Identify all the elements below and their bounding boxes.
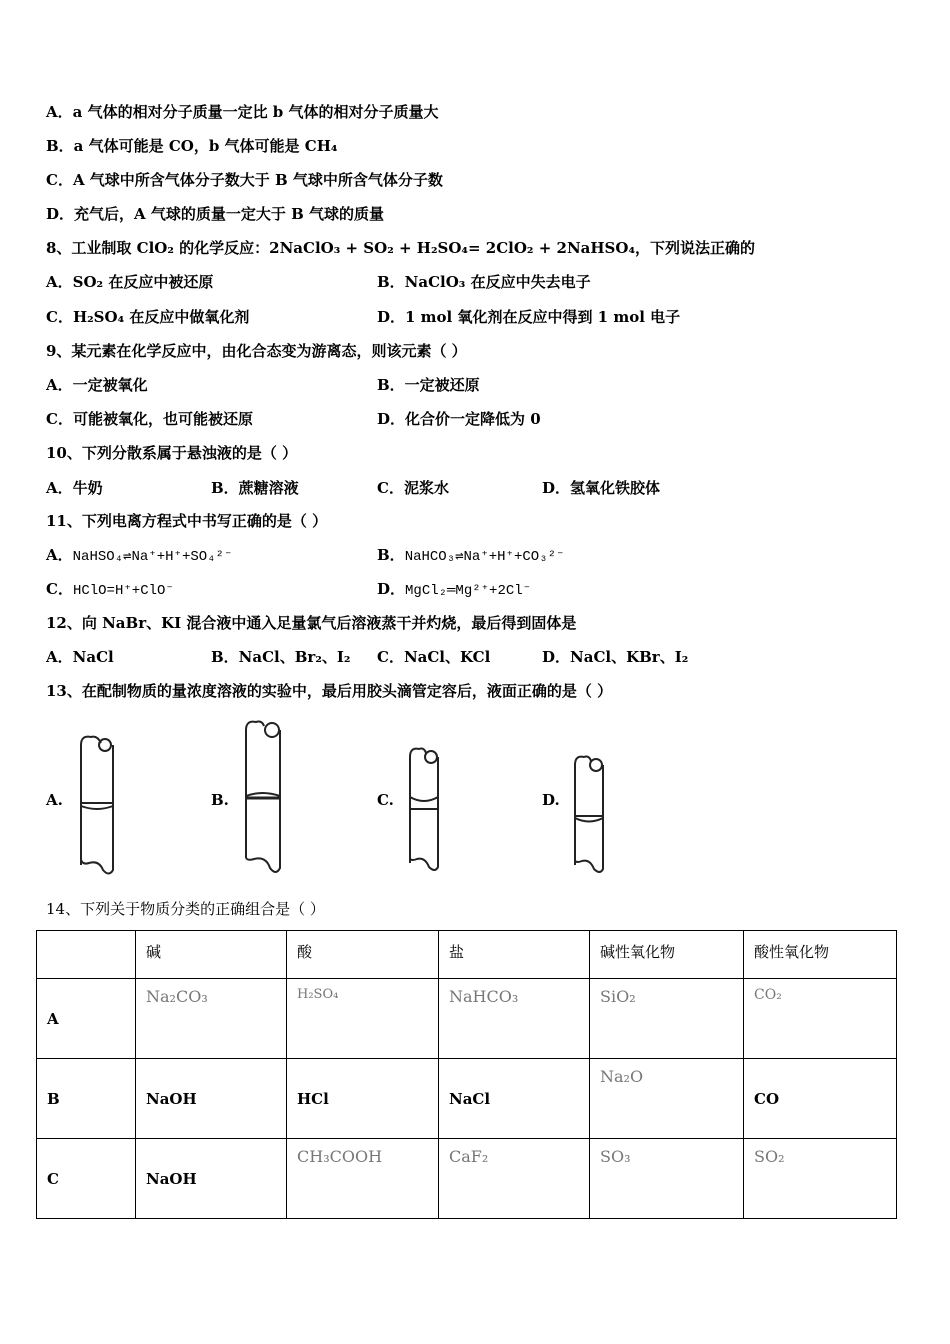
q9-stem: 9、某元素在化学反应中，由化合态变为游离态，则该元素（ ）	[46, 342, 467, 360]
q8-stem: 8、工业制取 ClO₂ 的化学反应：2NaClO₃ + SO₂ + H₂SO₄= 2ClO₂ + 2NaHSO₄，下列说法正确的	[46, 239, 756, 257]
q9-option-b: B．一定被还原	[377, 376, 480, 394]
q13-label-b: B.	[211, 791, 229, 809]
q12-option-c: C．NaCl、KCl	[377, 648, 491, 666]
q10-option-a: A．牛奶	[46, 479, 103, 497]
flask-neck-a-figure	[75, 715, 120, 880]
q11-option-d: D．MgCl₂═Mg²⁺+2Cl⁻	[377, 580, 532, 599]
q13-label-c: C.	[377, 791, 394, 809]
q12-stem: 12、向 NaBr、KI 混合液中通入足量氯气后溶液蒸干并灼烧，最后得到固体是	[46, 614, 577, 632]
q11-option-a: A．NaHSO₄⇌Na⁺+H⁺+SO₄²⁻	[46, 546, 233, 565]
table-row: B NaOH HCl NaCl Na₂O CO	[37, 1059, 897, 1139]
q8-option-d: D．1 mol 氧化剂在反应中得到 1 mol 电子	[377, 308, 681, 326]
q9-option-c: C．可能被氧化，也可能被还原	[46, 410, 253, 428]
q13-label-d: D.	[542, 791, 560, 809]
q8-option-a: A．SO₂ 在反应中被还原	[46, 273, 214, 291]
q10-stem: 10、下列分散系属于悬浊液的是（ ）	[46, 444, 298, 462]
classification-table: 碱 酸 盐 碱性氧化物 酸性氧化物 A Na₂CO₃ H₂SO₄ NaHCO₃ SiO₂ CO₂ B NaOH HCl NaCl Na₂O CO C NaOH CH₃COOH CaF₂ SO₃ SO₂	[36, 930, 897, 1219]
q11-option-c: C．HClO=H⁺+ClO⁻	[46, 580, 174, 599]
q7-option-d: D．充气后，A 气球的质量一定大于 B 气球的质量	[46, 205, 384, 223]
q10-option-b: B．蔗糖溶液	[211, 479, 299, 497]
flask-neck-d-figure	[570, 753, 615, 878]
q11-stem: 11、下列电离方程式中书写正确的是（ ）	[46, 512, 328, 530]
q11-option-b: B．NaHCO₃⇌Na⁺+H⁺+CO₃²⁻	[377, 546, 565, 565]
q12-option-d: D．NaCl、KBr、I₂	[542, 648, 689, 666]
q7-option-b: B．a 气体可能是 CO，b 气体可能是 CH₄	[46, 137, 338, 155]
q10-option-d: D．氢氧化铁胶体	[542, 479, 661, 497]
q13-stem: 13、在配制物质的量浓度溶液的实验中，最后用胶头滴管定容后，液面正确的是（ ）	[46, 682, 613, 700]
flask-neck-c-figure	[405, 745, 450, 875]
table-row: C NaOH CH₃COOH CaF₂ SO₃ SO₂	[37, 1139, 897, 1219]
q9-option-a: A．一定被氧化	[46, 376, 148, 394]
q9-option-d: D．化合价一定降低为 0	[377, 410, 541, 428]
flask-neck-b-figure	[240, 718, 290, 878]
q12-option-a: A．NaCl	[46, 648, 114, 666]
q7-option-c: C．A 气球中所含气体分子数大于 B 气球中所含气体分子数	[46, 171, 443, 189]
q10-option-c: C．泥浆水	[377, 479, 449, 497]
q7-option-a: A．a 气体的相对分子质量一定比 b 气体的相对分子质量大	[46, 103, 439, 121]
q14-stem: 14、下列关于物质分类的正确组合是（ ）	[46, 900, 325, 918]
q8-option-c: C．H₂SO₄ 在反应中做氧化剂	[46, 308, 250, 326]
q12-option-b: B．NaCl、Br₂、I₂	[211, 648, 351, 666]
q13-label-a: A.	[46, 791, 63, 809]
table-row: A Na₂CO₃ H₂SO₄ NaHCO₃ SiO₂ CO₂	[37, 979, 897, 1059]
q8-option-b: B．NaClO₃ 在反应中失去电子	[377, 273, 591, 291]
